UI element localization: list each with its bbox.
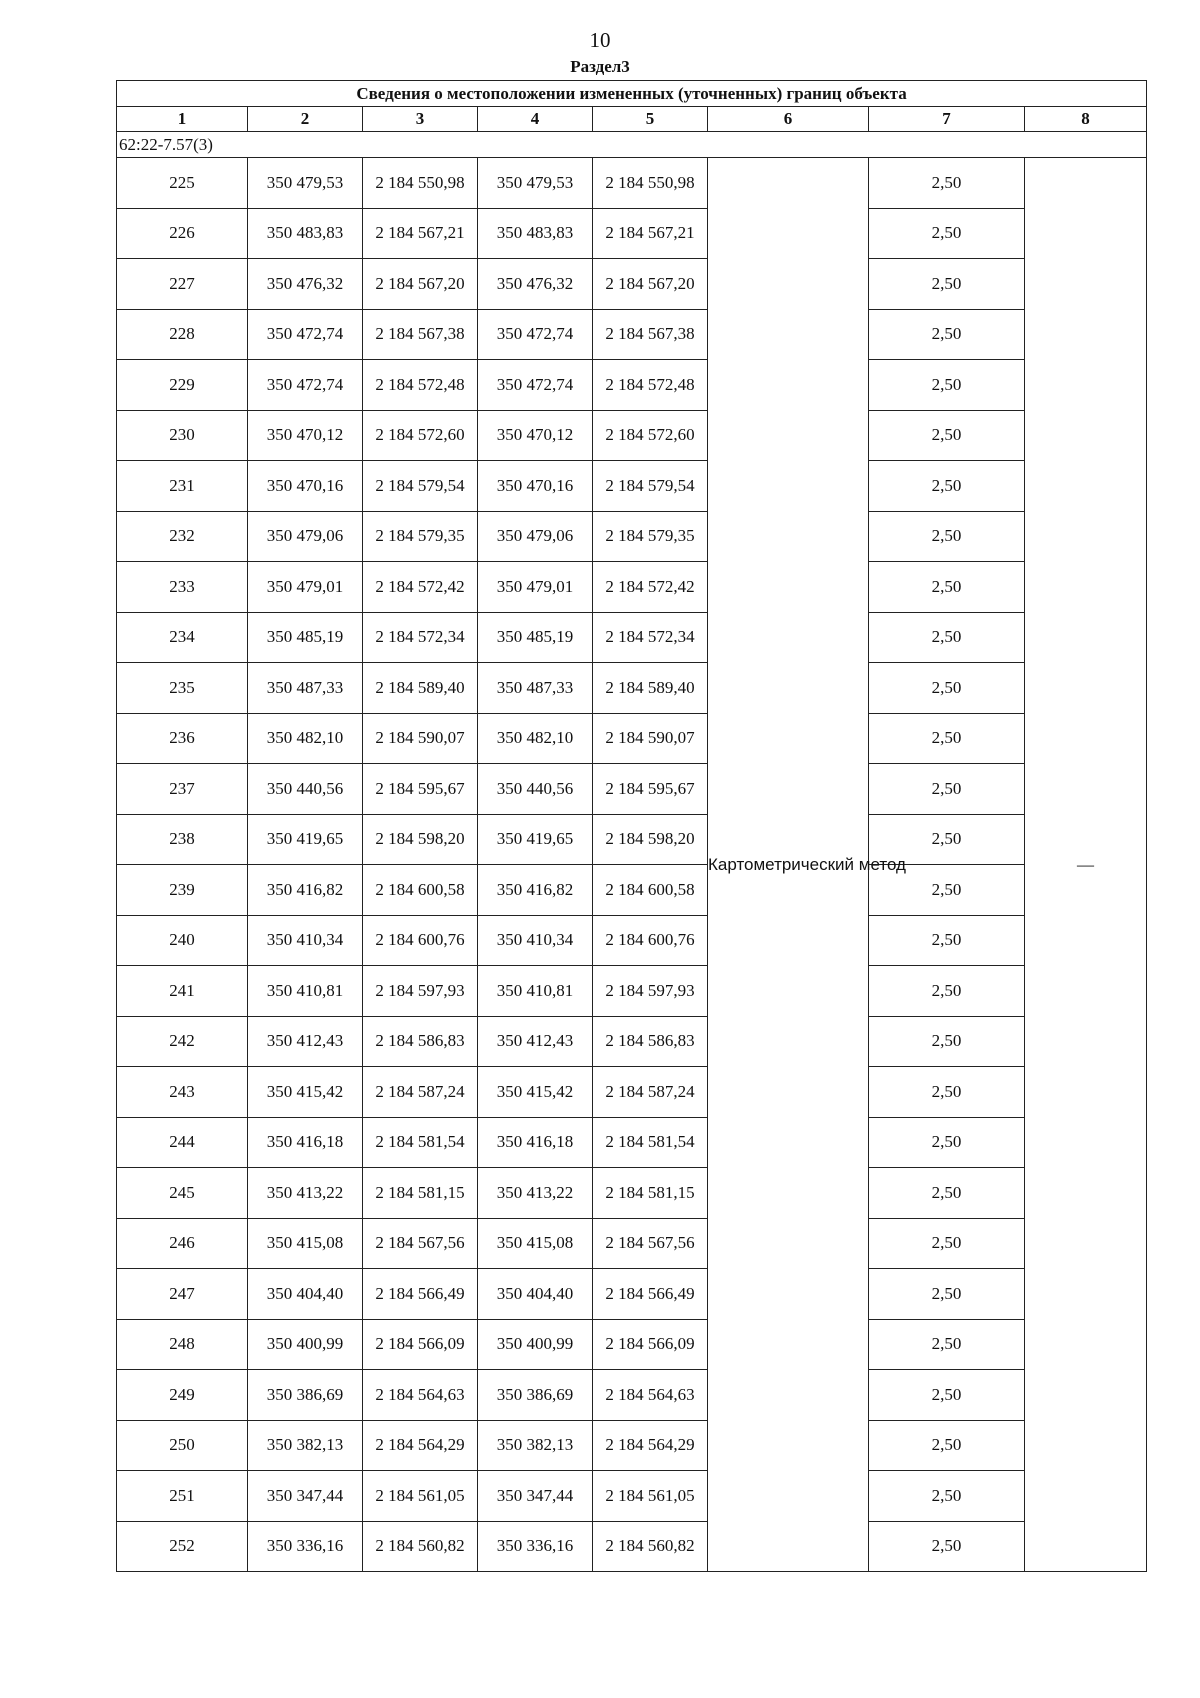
table-caption: Сведения о местоположении измененных (уточненных) границ объекта	[117, 81, 1147, 107]
table-row	[117, 309, 1147, 360]
existing-y-cell: 2 184 600,76	[363, 915, 478, 966]
existing-y-cell: 2 184 579,54	[363, 461, 478, 512]
point-number-cell: 240	[117, 915, 248, 966]
existing-y-cell: 2 184 581,54	[363, 1117, 478, 1168]
table-row	[117, 865, 1147, 916]
table-row	[117, 1117, 1147, 1168]
refined-y-cell: 2 184 572,48	[593, 360, 708, 411]
existing-x-cell: 350 415,08	[248, 1218, 363, 1269]
table-row	[117, 1269, 1147, 1320]
accuracy-cell: 2,50	[869, 814, 1025, 865]
existing-y-cell: 2 184 550,98	[363, 158, 478, 209]
point-number-cell: 225	[117, 158, 248, 209]
refined-y-cell: 2 184 564,29	[593, 1420, 708, 1471]
table-row	[117, 208, 1147, 259]
column-header-4: 4	[478, 107, 593, 132]
refined-x-cell: 350 440,56	[478, 764, 593, 815]
point-number-cell: 231	[117, 461, 248, 512]
table-row	[117, 158, 1147, 209]
table-row	[117, 461, 1147, 512]
existing-x-cell: 350 482,10	[248, 713, 363, 764]
existing-y-cell: 2 184 572,60	[363, 410, 478, 461]
refined-y-cell: 2 184 567,20	[593, 259, 708, 310]
refined-y-cell: 2 184 581,15	[593, 1168, 708, 1219]
table-row	[117, 966, 1147, 1017]
refined-x-cell: 350 415,42	[478, 1067, 593, 1118]
accuracy-cell: 2,50	[869, 259, 1025, 310]
point-number-cell: 238	[117, 814, 248, 865]
refined-y-cell: 2 184 597,93	[593, 966, 708, 1017]
table-row	[117, 410, 1147, 461]
refined-x-cell: 350 470,16	[478, 461, 593, 512]
point-number-cell: 241	[117, 966, 248, 1017]
point-number-cell: 244	[117, 1117, 248, 1168]
point-number-cell: 243	[117, 1067, 248, 1118]
accuracy-cell: 2,50	[869, 309, 1025, 360]
table-caption-row	[117, 81, 1147, 107]
point-number-cell: 237	[117, 764, 248, 815]
existing-x-cell: 350 419,65	[248, 814, 363, 865]
table-row	[117, 915, 1147, 966]
existing-y-cell: 2 184 600,58	[363, 865, 478, 916]
refined-x-cell: 350 487,33	[478, 663, 593, 714]
table-row	[117, 814, 1147, 865]
existing-x-cell: 350 416,82	[248, 865, 363, 916]
existing-x-cell: 350 416,18	[248, 1117, 363, 1168]
refined-y-cell: 2 184 566,09	[593, 1319, 708, 1370]
accuracy-cell: 2,50	[869, 1420, 1025, 1471]
refined-x-cell: 350 336,16	[478, 1521, 593, 1572]
existing-y-cell: 2 184 566,49	[363, 1269, 478, 1320]
accuracy-cell: 2,50	[869, 360, 1025, 411]
existing-y-cell: 2 184 595,67	[363, 764, 478, 815]
refined-x-cell: 350 347,44	[478, 1471, 593, 1522]
table-row	[117, 1521, 1147, 1572]
point-number-cell: 245	[117, 1168, 248, 1219]
section-title: Раздел3	[570, 57, 630, 76]
point-number-cell: 234	[117, 612, 248, 663]
refined-y-cell: 2 184 560,82	[593, 1521, 708, 1572]
refined-y-cell: 2 184 579,35	[593, 511, 708, 562]
refined-x-cell: 350 485,19	[478, 612, 593, 663]
refined-x-cell: 350 410,81	[478, 966, 593, 1017]
refined-y-cell: 2 184 572,42	[593, 562, 708, 613]
point-number-cell: 249	[117, 1370, 248, 1421]
refined-x-cell: 350 412,43	[478, 1016, 593, 1067]
existing-x-cell: 350 483,83	[248, 208, 363, 259]
existing-y-cell: 2 184 567,56	[363, 1218, 478, 1269]
existing-x-cell: 350 485,19	[248, 612, 363, 663]
refined-y-cell: 2 184 572,60	[593, 410, 708, 461]
refined-x-cell: 350 472,74	[478, 309, 593, 360]
refined-x-cell: 350 415,08	[478, 1218, 593, 1269]
refined-x-cell: 350 416,18	[478, 1117, 593, 1168]
existing-y-cell: 2 184 572,34	[363, 612, 478, 663]
accuracy-cell: 2,50	[869, 511, 1025, 562]
group-row	[117, 132, 1147, 158]
existing-x-cell: 350 472,74	[248, 309, 363, 360]
existing-y-cell: 2 184 572,42	[363, 562, 478, 613]
refined-y-cell: 2 184 567,38	[593, 309, 708, 360]
existing-x-cell: 350 487,33	[248, 663, 363, 714]
refined-x-cell: 350 419,65	[478, 814, 593, 865]
existing-x-cell: 350 347,44	[248, 1471, 363, 1522]
refined-x-cell: 350 382,13	[478, 1420, 593, 1471]
refined-x-cell: 350 410,34	[478, 915, 593, 966]
accuracy-cell: 2,50	[869, 663, 1025, 714]
existing-x-cell: 350 479,53	[248, 158, 363, 209]
accuracy-cell: 2,50	[869, 713, 1025, 764]
accuracy-cell: 2,50	[869, 612, 1025, 663]
point-number-cell: 228	[117, 309, 248, 360]
existing-x-cell: 350 410,81	[248, 966, 363, 1017]
existing-y-cell: 2 184 567,21	[363, 208, 478, 259]
existing-y-cell: 2 184 579,35	[363, 511, 478, 562]
existing-x-cell: 350 404,40	[248, 1269, 363, 1320]
existing-x-cell: 350 470,16	[248, 461, 363, 512]
table-row	[117, 1319, 1147, 1370]
column-header-row	[117, 107, 1147, 132]
column-header-3: 3	[363, 107, 478, 132]
table-row	[117, 1016, 1147, 1067]
accuracy-cell: 2,50	[869, 1319, 1025, 1370]
accuracy-cell: 2,50	[869, 1168, 1025, 1219]
table-row	[117, 511, 1147, 562]
refined-y-cell: 2 184 600,58	[593, 865, 708, 916]
existing-x-cell: 350 415,42	[248, 1067, 363, 1118]
refined-y-cell: 2 184 581,54	[593, 1117, 708, 1168]
existing-x-cell: 350 476,32	[248, 259, 363, 310]
method-cell: Картометрический метод	[708, 158, 869, 1572]
point-number-cell: 251	[117, 1471, 248, 1522]
refined-x-cell: 350 483,83	[478, 208, 593, 259]
table-row	[117, 1370, 1147, 1421]
table-row	[117, 360, 1147, 411]
existing-y-cell: 2 184 566,09	[363, 1319, 478, 1370]
accuracy-cell: 2,50	[869, 1471, 1025, 1522]
point-number-cell: 242	[117, 1016, 248, 1067]
refined-y-cell: 2 184 550,98	[593, 158, 708, 209]
refined-y-cell: 2 184 590,07	[593, 713, 708, 764]
boundary-coordinates-table	[116, 80, 1147, 1572]
refined-y-cell: 2 184 589,40	[593, 663, 708, 714]
refined-y-cell: 2 184 600,76	[593, 915, 708, 966]
existing-x-cell: 350 336,16	[248, 1521, 363, 1572]
point-number-cell: 246	[117, 1218, 248, 1269]
accuracy-cell: 2,50	[869, 1117, 1025, 1168]
page-number: 10	[589, 28, 611, 52]
accuracy-cell: 2,50	[869, 410, 1025, 461]
existing-y-cell: 2 184 590,07	[363, 713, 478, 764]
refined-x-cell: 350 472,74	[478, 360, 593, 411]
refined-y-cell: 2 184 561,05	[593, 1471, 708, 1522]
existing-x-cell: 350 386,69	[248, 1370, 363, 1421]
table-row	[117, 612, 1147, 663]
existing-y-cell: 2 184 589,40	[363, 663, 478, 714]
refined-x-cell: 350 413,22	[478, 1168, 593, 1219]
accuracy-cell: 2,50	[869, 1521, 1025, 1572]
existing-x-cell: 350 479,01	[248, 562, 363, 613]
accuracy-cell: 2,50	[869, 1016, 1025, 1067]
note-cell: —	[1025, 158, 1147, 1572]
existing-y-cell: 2 184 572,48	[363, 360, 478, 411]
point-number-cell: 247	[117, 1269, 248, 1320]
accuracy-cell: 2,50	[869, 1067, 1025, 1118]
refined-x-cell: 350 404,40	[478, 1269, 593, 1320]
refined-y-cell: 2 184 572,34	[593, 612, 708, 663]
existing-y-cell: 2 184 567,38	[363, 309, 478, 360]
refined-y-cell: 2 184 567,21	[593, 208, 708, 259]
existing-x-cell: 350 479,06	[248, 511, 363, 562]
accuracy-cell: 2,50	[869, 1269, 1025, 1320]
table-row	[117, 713, 1147, 764]
existing-x-cell: 350 470,12	[248, 410, 363, 461]
refined-y-cell: 2 184 567,56	[593, 1218, 708, 1269]
refined-x-cell: 350 416,82	[478, 865, 593, 916]
point-number-cell: 232	[117, 511, 248, 562]
point-number-cell: 248	[117, 1319, 248, 1370]
refined-y-cell: 2 184 598,20	[593, 814, 708, 865]
existing-y-cell: 2 184 564,63	[363, 1370, 478, 1421]
point-number-cell: 227	[117, 259, 248, 310]
refined-x-cell: 350 476,32	[478, 259, 593, 310]
existing-x-cell: 350 410,34	[248, 915, 363, 966]
existing-x-cell: 350 400,99	[248, 1319, 363, 1370]
table-body	[117, 81, 1147, 1572]
refined-y-cell: 2 184 587,24	[593, 1067, 708, 1118]
column-header-2: 2	[248, 107, 363, 132]
point-number-cell: 250	[117, 1420, 248, 1471]
accuracy-cell: 2,50	[869, 208, 1025, 259]
table-row	[117, 1420, 1147, 1471]
refined-x-cell: 350 479,01	[478, 562, 593, 613]
group-label: 62:22-7.57(3)	[117, 132, 1147, 158]
table-row	[117, 1218, 1147, 1269]
point-number-cell: 229	[117, 360, 248, 411]
column-header-8: 8	[1025, 107, 1147, 132]
accuracy-cell: 2,50	[869, 1218, 1025, 1269]
point-number-cell: 233	[117, 562, 248, 613]
existing-x-cell: 350 412,43	[248, 1016, 363, 1067]
column-header-1: 1	[117, 107, 248, 132]
table-row	[117, 259, 1147, 310]
existing-y-cell: 2 184 560,82	[363, 1521, 478, 1572]
accuracy-cell: 2,50	[869, 562, 1025, 613]
refined-x-cell: 350 482,10	[478, 713, 593, 764]
accuracy-cell: 2,50	[869, 915, 1025, 966]
refined-y-cell: 2 184 566,49	[593, 1269, 708, 1320]
existing-y-cell: 2 184 598,20	[363, 814, 478, 865]
refined-y-cell: 2 184 579,54	[593, 461, 708, 512]
table-row	[117, 764, 1147, 815]
accuracy-cell: 2,50	[869, 865, 1025, 916]
table-row	[117, 562, 1147, 613]
existing-y-cell: 2 184 567,20	[363, 259, 478, 310]
column-header-7: 7	[869, 107, 1025, 132]
refined-x-cell: 350 386,69	[478, 1370, 593, 1421]
accuracy-cell: 2,50	[869, 461, 1025, 512]
existing-x-cell: 350 472,74	[248, 360, 363, 411]
point-number-cell: 235	[117, 663, 248, 714]
point-number-cell: 239	[117, 865, 248, 916]
point-number-cell: 252	[117, 1521, 248, 1572]
existing-y-cell: 2 184 587,24	[363, 1067, 478, 1118]
existing-y-cell: 2 184 564,29	[363, 1420, 478, 1471]
table-row	[117, 1471, 1147, 1522]
point-number-cell: 230	[117, 410, 248, 461]
table-row	[117, 1168, 1147, 1219]
accuracy-cell: 2,50	[869, 158, 1025, 209]
refined-x-cell: 350 479,53	[478, 158, 593, 209]
existing-y-cell: 2 184 597,93	[363, 966, 478, 1017]
refined-y-cell: 2 184 564,63	[593, 1370, 708, 1421]
point-number-cell: 236	[117, 713, 248, 764]
accuracy-cell: 2,50	[869, 966, 1025, 1017]
accuracy-cell: 2,50	[869, 1370, 1025, 1421]
refined-x-cell: 350 479,06	[478, 511, 593, 562]
refined-x-cell: 350 470,12	[478, 410, 593, 461]
existing-x-cell: 350 382,13	[248, 1420, 363, 1471]
refined-y-cell: 2 184 586,83	[593, 1016, 708, 1067]
refined-x-cell: 350 400,99	[478, 1319, 593, 1370]
accuracy-cell: 2,50	[869, 764, 1025, 815]
column-header-5: 5	[593, 107, 708, 132]
point-number-cell: 226	[117, 208, 248, 259]
table-row	[117, 663, 1147, 714]
existing-x-cell: 350 440,56	[248, 764, 363, 815]
existing-y-cell: 2 184 561,05	[363, 1471, 478, 1522]
refined-y-cell: 2 184 595,67	[593, 764, 708, 815]
existing-y-cell: 2 184 586,83	[363, 1016, 478, 1067]
table-row	[117, 1067, 1147, 1118]
column-header-6: 6	[708, 107, 869, 132]
existing-y-cell: 2 184 581,15	[363, 1168, 478, 1219]
existing-x-cell: 350 413,22	[248, 1168, 363, 1219]
